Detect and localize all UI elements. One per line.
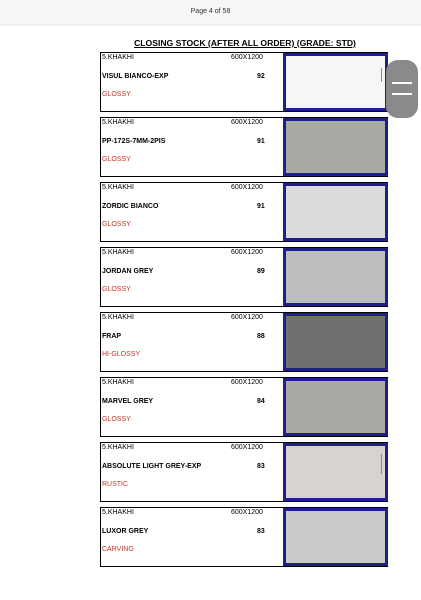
row-qty: 92 xyxy=(257,73,265,80)
stock-row xyxy=(100,247,388,307)
row-group: 5.KHAKHI xyxy=(102,54,134,61)
row-size: 600X1200 xyxy=(231,314,263,321)
tile-image xyxy=(283,313,388,371)
row-name: VISUL BIANCO-EXP xyxy=(102,73,169,80)
row-group: 5.KHAKHI xyxy=(102,444,134,451)
row-qty: 83 xyxy=(257,528,265,535)
row-name: ABSOLUTE LIGHT GREY-EXP xyxy=(102,463,202,470)
hamburger-icon xyxy=(392,82,412,84)
row-size: 600X1200 xyxy=(231,119,263,126)
row-finish: GLOSSY xyxy=(102,156,131,163)
stock-row xyxy=(100,507,388,567)
row-name: LUXOR GREY xyxy=(102,528,149,535)
stock-row xyxy=(100,312,388,372)
stock-row xyxy=(100,117,388,177)
row-size: 600X1200 xyxy=(231,379,263,386)
page-indicator: Page 4 of 58 xyxy=(190,8,231,15)
viewer-toolbar xyxy=(0,0,421,24)
stock-row xyxy=(100,377,388,437)
row-qty: 91 xyxy=(257,138,265,145)
row-size: 600X1200 xyxy=(231,249,263,256)
row-finish: GLOSSY xyxy=(102,221,131,228)
scroll-handle[interactable] xyxy=(386,60,418,118)
row-finish: GLOSSY xyxy=(102,286,131,293)
row-group: 5.KHAKHI xyxy=(102,119,134,126)
row-name: FRAP xyxy=(102,333,122,340)
row-group: 5.KHAKHI xyxy=(102,249,134,256)
document-title: CLOSING STOCK (AFTER ALL ORDER) (GRADE: STD) xyxy=(134,38,356,48)
row-finish: HI-GLOSSY xyxy=(102,351,141,358)
tile-image xyxy=(283,508,388,566)
row-finish: GLOSSY xyxy=(102,91,131,98)
tile-image xyxy=(283,53,388,111)
stock-row xyxy=(100,52,388,112)
row-group: 5.KHAKHI xyxy=(102,314,134,321)
tile-image xyxy=(283,378,388,436)
row-qty: 91 xyxy=(257,203,265,210)
document-page xyxy=(0,26,421,600)
row-qty: 83 xyxy=(257,463,265,470)
tile-image xyxy=(283,443,388,501)
tile-image xyxy=(283,183,388,241)
row-finish: GLOSSY xyxy=(102,416,131,423)
row-group: 5.KHAKHI xyxy=(102,184,134,191)
row-qty: 88 xyxy=(257,333,265,340)
tile-image xyxy=(283,248,388,306)
row-finish: RUSTIC xyxy=(102,481,129,488)
row-size: 600X1200 xyxy=(231,54,263,61)
row-name: MARVEL GREY xyxy=(102,398,154,405)
row-name: ZORDIC BIANCO xyxy=(102,203,159,210)
stock-row xyxy=(100,442,388,502)
hamburger-icon-bar xyxy=(392,93,412,95)
row-size: 600X1200 xyxy=(231,184,263,191)
row-group: 5.KHAKHI xyxy=(102,379,134,386)
row-finish: CARVING xyxy=(102,546,134,553)
row-size: 600X1200 xyxy=(231,509,263,516)
row-name: JORDAN GREY xyxy=(102,268,154,275)
row-group: 5.KHAKHI xyxy=(102,509,134,516)
tile-image xyxy=(283,118,388,176)
row-qty: 89 xyxy=(257,268,265,275)
stock-row xyxy=(100,182,388,242)
row-name: PP-172S-7MM-2PIS xyxy=(102,138,166,145)
row-qty: 84 xyxy=(257,398,265,405)
row-size: 600X1200 xyxy=(231,444,263,451)
